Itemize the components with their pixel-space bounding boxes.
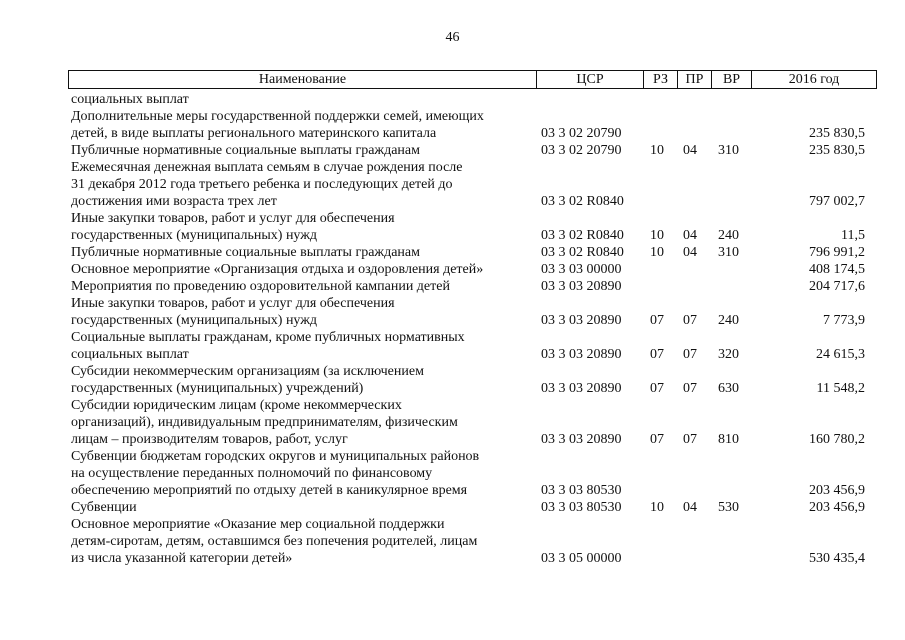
row-csr: 03 3 03 00000 (541, 262, 622, 277)
table-row (0, 295, 905, 329)
row-name: Субвенции бюджетам городских округов и муниципальных районов на осуществление переданных полномочий по финансовому обеспечению мероприятий по отдыху детей в каникулярное время (71, 449, 480, 498)
table-row (0, 91, 905, 108)
row-amount: 408 174,5 (809, 262, 865, 277)
row-csr: 03 3 02 R0840 (541, 194, 624, 209)
row-vr: 310 (718, 143, 739, 158)
row-csr: 03 3 03 20890 (541, 313, 622, 328)
header-rz: РЗ (643, 71, 677, 88)
row-name: Субвенции (71, 500, 137, 515)
table-row (0, 363, 905, 397)
header-vr: ВР (711, 71, 751, 88)
row-amount: 7 773,9 (823, 313, 865, 328)
table-row (0, 448, 905, 499)
row-csr: 03 3 02 20790 (541, 126, 622, 141)
table-row (0, 244, 905, 261)
header-pr: ПР (677, 71, 711, 88)
row-name: Мероприятия по проведению оздоровительной кампании детей (71, 279, 450, 294)
table-row (0, 261, 905, 278)
row-pr: 04 (683, 228, 697, 243)
table-row (0, 108, 905, 142)
table-row (0, 210, 905, 244)
row-csr: 03 3 02 20790 (541, 143, 622, 158)
row-name: Иные закупки товаров, работ и услуг для обеспечения государственных (муниципальных) нужд (71, 296, 395, 328)
table-row (0, 159, 905, 210)
row-csr: 03 3 03 80530 (541, 500, 622, 515)
row-vr: 240 (718, 228, 739, 243)
row-name: социальных выплат (71, 92, 189, 107)
row-amount: 24 615,3 (816, 347, 865, 362)
row-rz: 07 (650, 347, 664, 362)
row-amount: 796 991,2 (809, 245, 865, 260)
row-rz: 10 (650, 245, 664, 260)
row-name: Основное мероприятие «Организация отдыха и оздоровления детей» (71, 262, 484, 277)
row-name: Дополнительные меры государственной поддержки семей, имеющих детей, в виде выплаты регионального материнского капитала (71, 109, 484, 141)
row-name: Ежемесячная денежная выплата семьям в случае рождения после 31 декабря 2012 года третьего ребенка и последующих детей до достижения ими возраста трех лет (71, 160, 463, 209)
row-csr: 03 3 03 20890 (541, 381, 622, 396)
table-row (0, 516, 905, 567)
table-row (0, 499, 905, 516)
row-csr: 03 3 03 80530 (541, 483, 622, 498)
row-csr: 03 3 02 R0840 (541, 245, 624, 260)
row-csr: 03 3 03 20890 (541, 279, 622, 294)
row-pr: 04 (683, 500, 697, 515)
row-amount: 160 780,2 (809, 432, 865, 447)
row-name: Публичные нормативные социальные выплаты гражданам (71, 143, 420, 158)
row-pr: 04 (683, 245, 697, 260)
row-amount: 11 548,2 (816, 381, 865, 396)
row-rz: 10 (650, 143, 664, 158)
row-pr: 07 (683, 313, 697, 328)
row-name: Иные закупки товаров, работ и услуг для обеспечения государственных (муниципальных) нужд (71, 211, 395, 243)
row-csr: 03 3 02 R0840 (541, 228, 624, 243)
table-header (68, 70, 877, 89)
row-csr: 03 3 03 20890 (541, 432, 622, 447)
page-number: 46 (445, 30, 460, 45)
row-name: Социальные выплаты гражданам, кроме публичных нормативных социальных выплат (71, 330, 465, 362)
row-csr: 03 3 03 20890 (541, 347, 622, 362)
table-row (0, 397, 905, 448)
row-pr: 04 (683, 143, 697, 158)
row-amount: 203 456,9 (809, 483, 865, 498)
row-rz: 07 (650, 432, 664, 447)
table-row (0, 278, 905, 295)
row-pr: 07 (683, 347, 697, 362)
header-year: 2016 год (751, 71, 876, 88)
row-rz: 07 (650, 313, 664, 328)
row-amount: 530 435,4 (809, 551, 865, 566)
header-name: Наименование (258, 72, 347, 87)
row-vr: 240 (718, 313, 739, 328)
row-name: Субсидии юридическим лицам (кроме некоммерческих организаций), индивидуальным предпринимателям, физическим лицам – производителям товаров, работ, услуг (71, 398, 458, 447)
row-amount: 204 717,6 (809, 279, 865, 294)
row-pr: 07 (683, 432, 697, 447)
row-amount: 797 002,7 (809, 194, 865, 209)
row-amount: 235 830,5 (809, 126, 865, 141)
row-pr: 07 (683, 381, 697, 396)
header-csr: ЦСР (536, 71, 643, 88)
row-vr: 530 (718, 500, 739, 515)
row-name: Субсидии некоммерческим организациям (за исключением государственных (муниципальных) учреждений) (71, 364, 424, 396)
row-vr: 630 (718, 381, 739, 396)
row-vr: 320 (718, 347, 739, 362)
row-rz: 10 (650, 228, 664, 243)
table-row (0, 142, 905, 159)
row-vr: 310 (718, 245, 739, 260)
row-rz: 07 (650, 381, 664, 396)
row-amount: 235 830,5 (809, 143, 865, 158)
row-name: Основное мероприятие «Оказание мер социальной поддержки детям-сиротам, детям, оставшимся без попечения родителей, лицам из числа указанной категории детей» (71, 517, 478, 566)
table-row (0, 329, 905, 363)
row-vr: 810 (718, 432, 739, 447)
row-csr: 03 3 05 00000 (541, 551, 622, 566)
row-amount: 203 456,9 (809, 500, 865, 515)
row-rz: 10 (650, 500, 664, 515)
row-name: Публичные нормативные социальные выплаты гражданам (71, 245, 420, 260)
row-amount: 11,5 (841, 228, 865, 243)
